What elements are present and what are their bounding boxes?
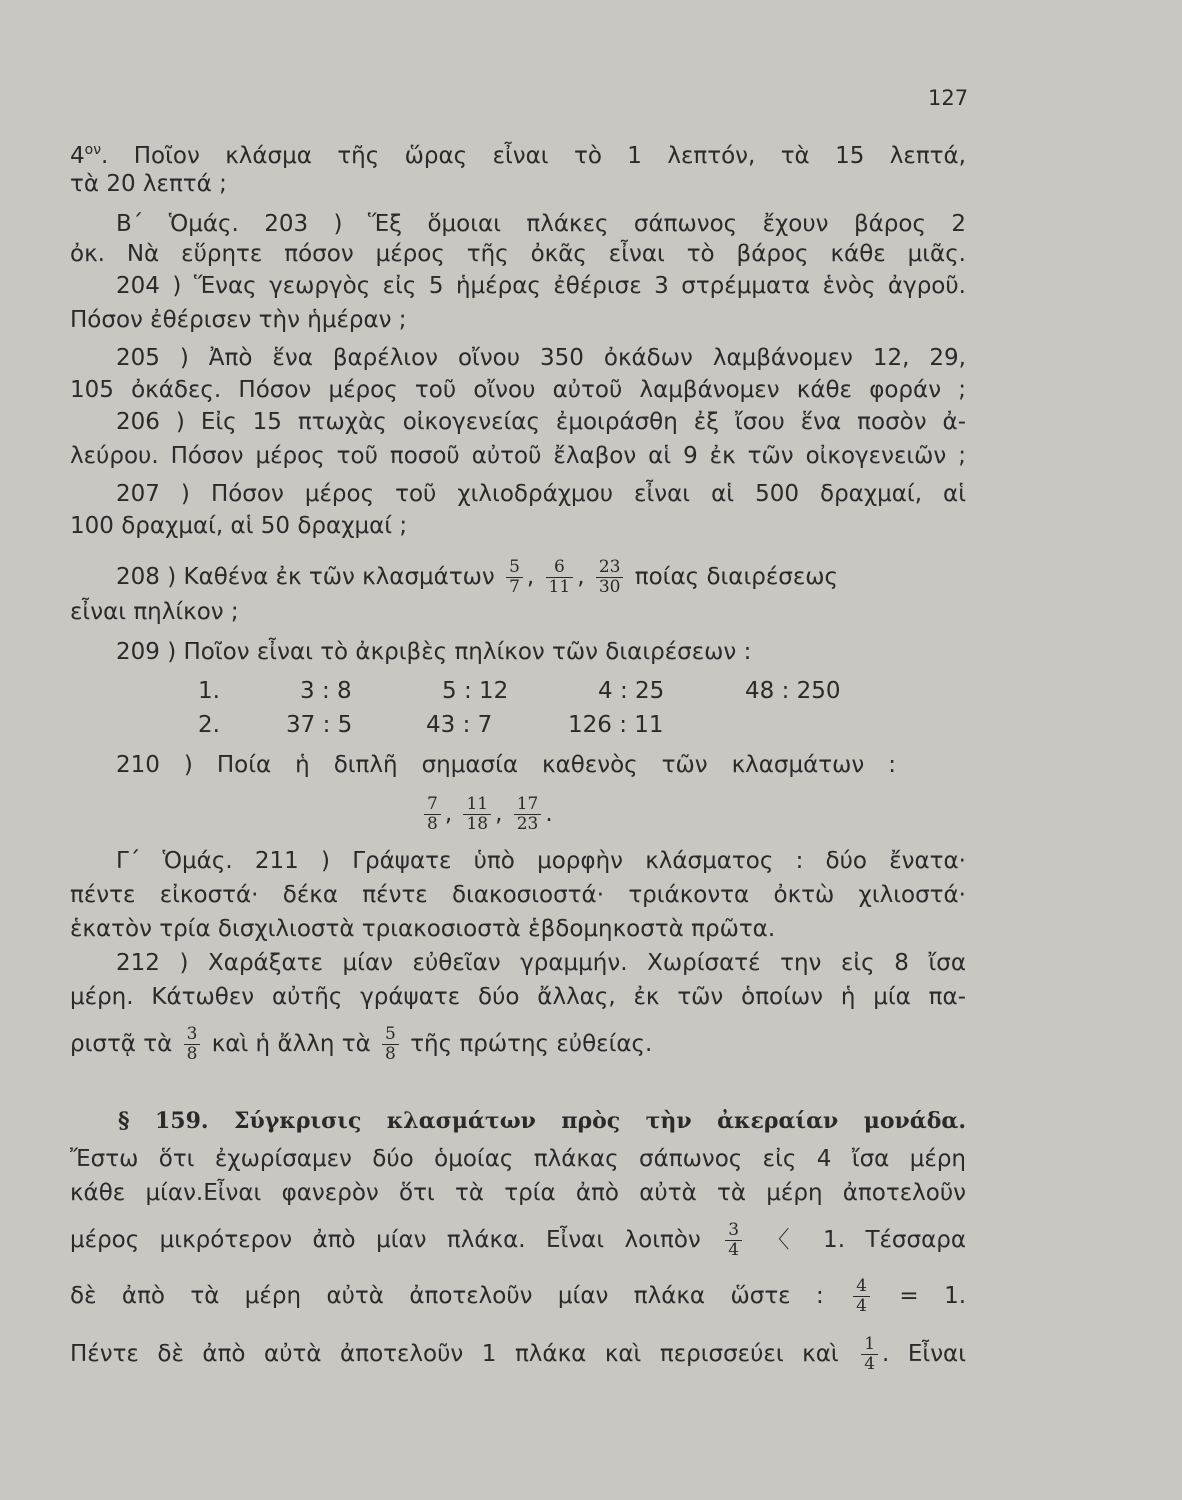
section-159-line-3: μέρος μικρότερον ἀπὸ μίαν πλάκα. Εἶναι λοιπὸν $\frac{3}{4}$ 〈 1. Τέσσαρα xyxy=(70,1220,966,1260)
table-cell: 126 : 11 xyxy=(568,712,664,738)
fraction-5-7: $\frac{5}{7}$ xyxy=(506,558,523,597)
table-cell: 48 : 250 xyxy=(745,678,841,704)
group-b-line-2: ὀκ. Νὰ εὕρητε πόσον μέρος τῆς ὀκᾶς εἶναι τὸ βάρος κάθε μιᾶς. xyxy=(70,241,966,267)
section-159-line-1: Ἔστω ὅτι ἐχωρίσαμεν δύο ὁμοίας πλάκας σάπωνος εἰς 4 ἴσα μέρη xyxy=(70,1146,966,1172)
exercise-210-fractions: $\frac{7}{8}$ , $\frac{11}{18}$ , $\frac{17}{23}$ . xyxy=(420,784,720,844)
fraction-7-8: $\frac{7}{8}$ xyxy=(424,795,441,834)
fraction-1-4: $\frac{1}{4}$ xyxy=(861,1335,878,1374)
fraction-4-4: $\frac{4}{4}$ xyxy=(853,1277,870,1316)
table-row1-label: 1. xyxy=(198,678,220,704)
exercise-205-line-2: 105 ὀκάδες. Πόσον μέρος τοῦ οἴνου αὐτοῦ λαμβάνομεν κάθε φοράν ; xyxy=(70,377,966,403)
exercise-208-line-1: 208 ) Καθένα ἐκ τῶν κλασμάτων $\frac{5}{7}$ , $\frac{6}{11}$ , $\frac{23}{30}$ ποίας διαιρέσεως xyxy=(116,557,839,597)
exercise-207-line-1: 207 ) Πόσον μέρος τοῦ χιλιοδράχμου εἶναι αἱ 500 δραχμαί, αἱ xyxy=(116,481,966,507)
fraction-11-18: $\frac{11}{18}$ xyxy=(463,795,491,834)
exercise-212-line-2: μέρη. Κάτωθεν αὐτῆς γράψατε δύο ἄλλας, ἐκ τῶν ὁποίων ἡ μία πα- xyxy=(70,984,966,1010)
group-c-line-2: πέντε εἰκοστά· δέκα πέντε διακοσιοστά· τριάκοντα ὀκτὼ χιλιοστά· xyxy=(70,882,966,908)
fraction-6-11: $\frac{6}{11}$ xyxy=(546,558,574,597)
exercise-204-line-1: 204 ) Ἕνας γεωργὸς εἰς 5 ἡμέρας ἐθέρισε 3 στρέμματα ἑνὸς ἀγροῦ. xyxy=(116,273,966,299)
exercise-4-line-1: $4^{o\nu}$. Ποῖον κλάσμα τῆς ὥρας εἶναι τὸ 1 λεπτόν, τὰ 15 λεπτά, xyxy=(70,142,966,169)
section-159-line-4: δὲ ἀπὸ τὰ μέρη αὐτὰ ἀποτελοῦν μίαν πλάκα ὥστε : $\frac{4}{4}$ = 1. xyxy=(70,1276,967,1316)
exercise-4-line-2: τὰ 20 λεπτά ; xyxy=(70,171,227,197)
table-cell: 4 : 25 xyxy=(598,678,665,704)
section-159-line-2: κάθε μίαν.Εἶναι φανερὸν ὅτι τὰ τρία ἀπὸ αὐτὰ τὰ μέρη ἀποτελοῦν xyxy=(70,1180,966,1206)
exercise-212-line-3: ριστᾷ τὰ $\frac{3}{8}$ καὶ ἡ ἄλλη τὰ $\frac{5}{8}$ τῆς πρώτης εὐθείας. xyxy=(70,1024,653,1064)
group-b-line-1: Β΄ Ὁμάς. 203 ) Ἕξ ὅμοιαι πλάκες σάπωνος ἔχουν βάρος 2 xyxy=(116,211,966,237)
group-c-line-1: Γ΄ Ὁμάς. 211 ) Γράψατε ὑπὸ μορφὴν κλάσματος : δύο ἔνατα· xyxy=(116,848,966,874)
exercise-212-line-1: 212 ) Χαράξατε μίαν εὐθεῖαν γραμμήν. Χωρίσατέ την εἰς 8 ἴσα xyxy=(116,950,966,976)
fraction-17-23: $\frac{17}{23}$ xyxy=(514,795,542,834)
group-c-line-3: ἑκατὸν τρία δισχιλιοστὰ τριακοσιοστὰ ἑβδομηκοστὰ πρῶτα. xyxy=(70,916,776,942)
section-159-heading: § 159. Σύγκρισις κλασμάτων πρὸς τὴν ἀκεραίαν μονάδα. xyxy=(118,1108,966,1134)
exercise-204-line-2: Πόσον ἐθέρισεν τὴν ἡμέραν ; xyxy=(70,307,407,333)
table-cell: 5 : 12 xyxy=(442,678,509,704)
exercise-205-line-1: 205 ) Ἀπὸ ἕνα βαρέλιον οἴνου 350 ὀκάδων λαμβάνομεν 12, 29, xyxy=(116,345,966,371)
exercise-206-line-2: λεύρου. Πόσον μέρος τοῦ ποσοῦ αὐτοῦ ἔλαβον αἱ 9 ἐκ τῶν οἰκογενειῶν ; xyxy=(70,443,966,469)
exercise-210-line-1: 210 ) Ποία ἡ διπλῆ σημασία καθενὸς τῶν κλασμάτων : xyxy=(116,752,896,778)
fraction-5-8: $\frac{5}{8}$ xyxy=(382,1025,399,1064)
fraction-3-8: $\frac{3}{8}$ xyxy=(184,1025,201,1064)
section-159-line-5: Πέντε δὲ ἀπὸ αὐτὰ ἀποτελοῦν 1 πλάκα καὶ περισσεύει καὶ $\frac{1}{4}$ . Εἶναι xyxy=(70,1334,966,1374)
table-cell: 3 : 8 xyxy=(300,678,352,704)
exercise-209-line-1: 209 ) Ποῖον εἶναι τὸ ἀκριβὲς πηλίκον τῶν διαιρέσεων : xyxy=(116,639,752,665)
fraction-23-30: $\frac{23}{30}$ xyxy=(596,558,624,597)
fraction-3-4: $\frac{3}{4}$ xyxy=(725,1221,742,1260)
divisions-table xyxy=(0,676,1182,746)
exercise-208-line-2: εἶναι πηλίκον ; xyxy=(70,599,239,625)
exercise-206-line-1: 206 ) Εἰς 15 πτωχὰς οἰκογενείας ἐμοιράσθη ἐξ ἴσου ἕνα ποσὸν ἀ- xyxy=(116,409,966,435)
exercise-207-line-2: 100 δραχμαί, αἱ 50 δραχμαί ; xyxy=(70,513,408,539)
table-row2-label: 2. xyxy=(198,712,220,738)
table-cell: 43 : 7 xyxy=(426,712,493,738)
page-number: 127 xyxy=(928,86,969,110)
table-cell: 37 : 5 xyxy=(286,712,353,738)
